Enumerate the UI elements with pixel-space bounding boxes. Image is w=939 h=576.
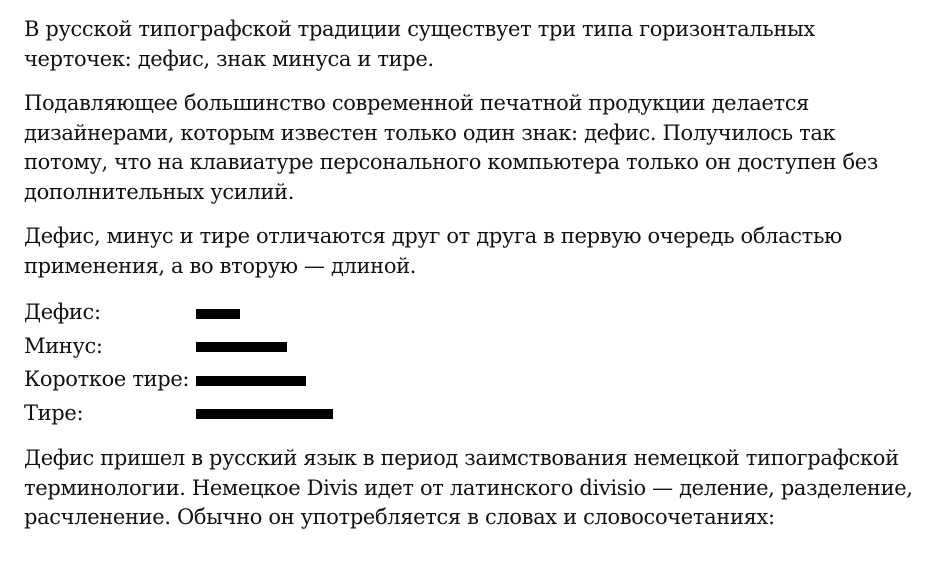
article-body bbox=[24, 15, 924, 548]
dash-row-en-dash bbox=[24, 363, 924, 397]
minus-length-bar bbox=[196, 342, 287, 352]
dash-row-em-dash bbox=[24, 397, 924, 431]
paragraph-differences: Дефис, минус и тире отличаются друг от друга в первую очередь областью применения, а во вторую — длиной. bbox=[24, 224, 842, 278]
dash-label-hyphen: Дефис: bbox=[24, 300, 101, 324]
dash-label-minus: Минус: bbox=[24, 333, 103, 358]
paragraph-hyphen-origin: Дефис пришел в русский язык в период заимствования немецкой типографской терминологии. Немецкое Divis идет от латинского divisio — деление, разделение, расчленение. Обычно он употребляется в словах и словосочетаниях: bbox=[24, 446, 913, 529]
dash-row-hyphen bbox=[24, 296, 924, 330]
en-dash-length-bar bbox=[196, 376, 306, 386]
em-dash-length-bar bbox=[196, 409, 333, 419]
paragraph-designers: Подавляющее большинство современной печатной продукции делается дизайнерами, которым известен только один знак: дефис. Получилось так потому, что на клавиатуре персонального компьютера только он доступен без дополнительных усилий. bbox=[24, 91, 878, 204]
dash-label-en-dash: Короткое тире: bbox=[24, 367, 190, 391]
dash-row-minus bbox=[24, 330, 924, 364]
dash-label-em-dash: Тире: bbox=[24, 400, 84, 425]
hyphen-length-bar bbox=[196, 309, 240, 319]
dash-comparison-list bbox=[24, 296, 924, 430]
paragraph-intro: В русской типографской традиции существует три типа горизонтальных черточек: дефис, знак минуса и тире. bbox=[24, 17, 815, 71]
